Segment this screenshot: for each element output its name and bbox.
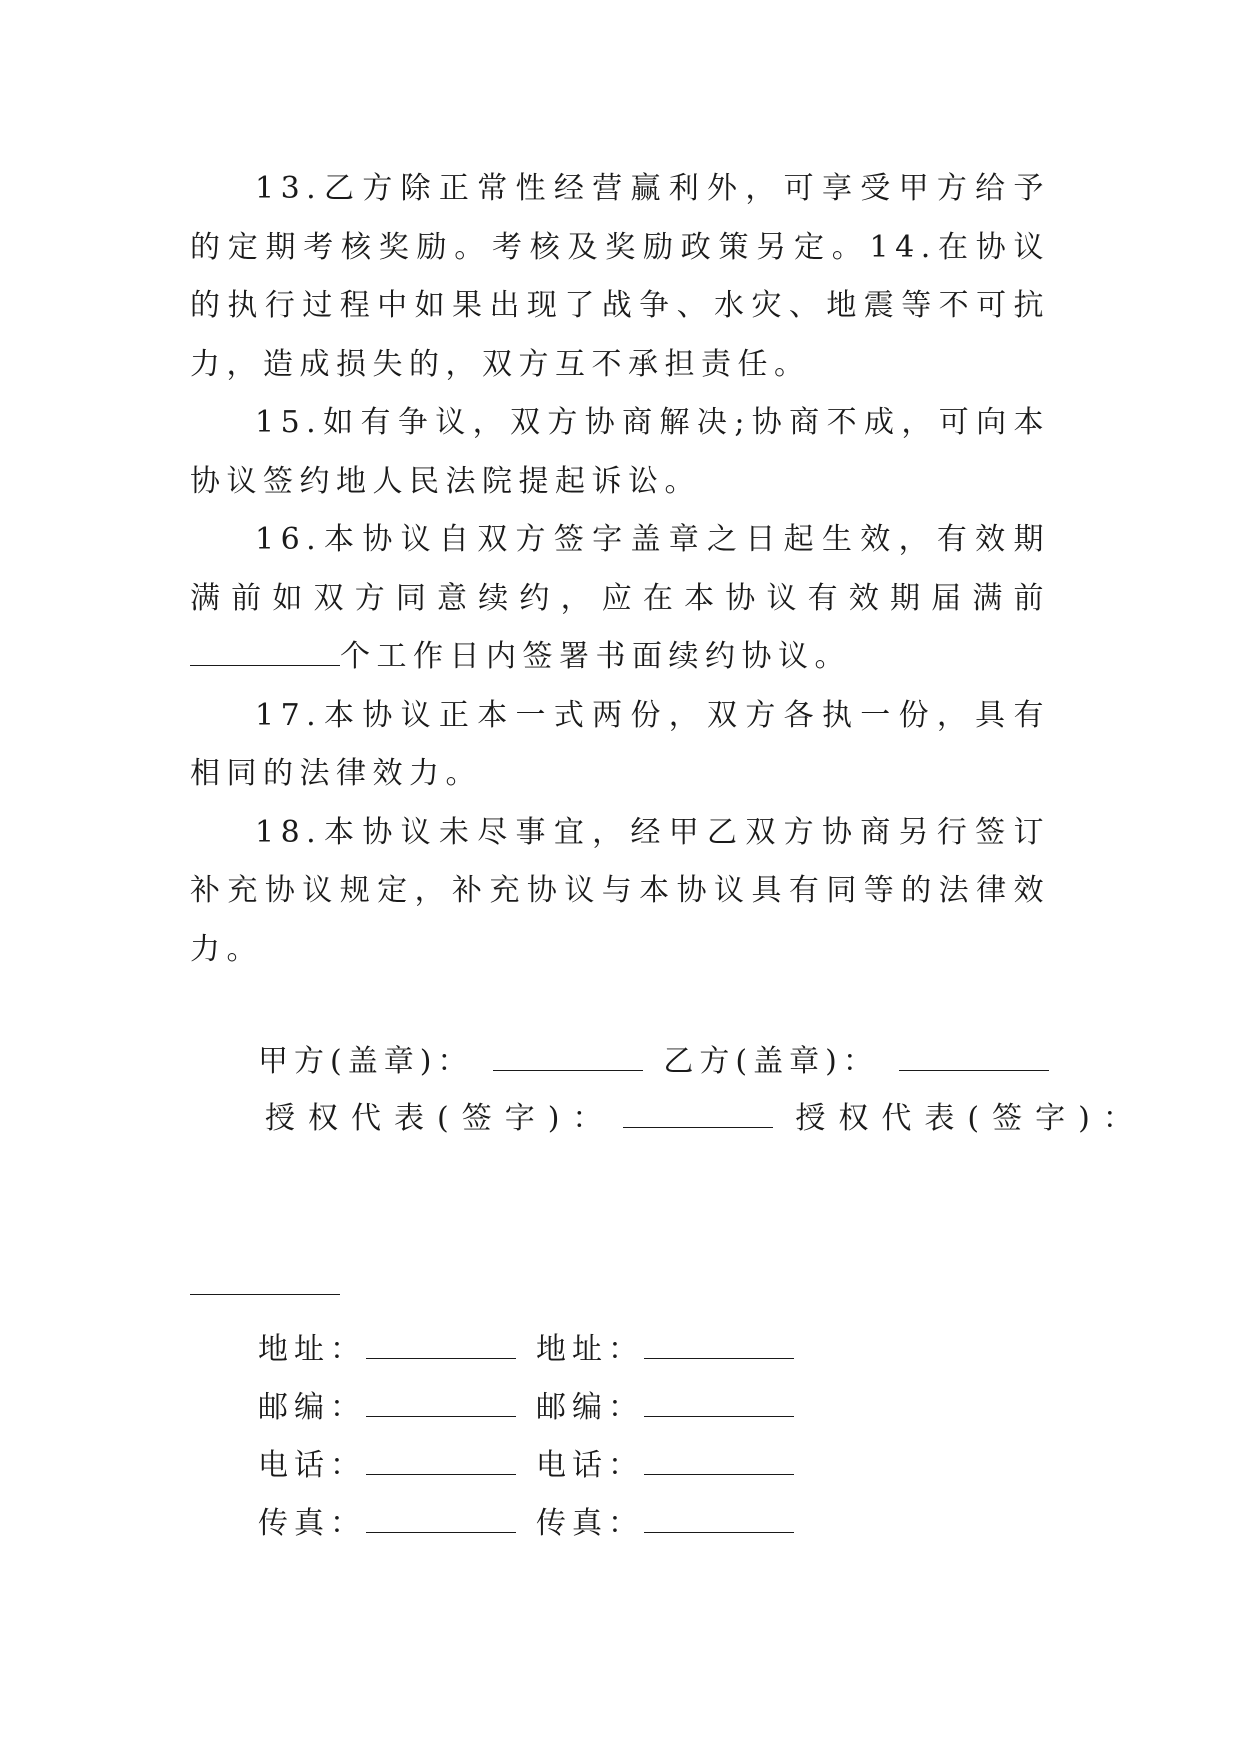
phone-b-label: 电话： [536,1448,644,1483]
clause-13-14: 13.乙方除正常性经营赢利外，可享受甲方给予的定期考核奖励。考核及奖励政策另定。14.在协议的执行过程中如果出现了战争、水灾、地震等不可抗力，造成损失的，双方互不承担责任。 [190,171,1050,382]
party-b-auth-label: 授权代表(签字)： [795,1101,1146,1136]
postcode-a-label: 邮编： [258,1390,366,1425]
address-a-blank [366,1332,516,1359]
agreement-body [190,160,1050,979]
fax-a-blank [366,1506,516,1533]
fax-row [258,1498,794,1542]
fax-a-label: 传真： [258,1506,366,1541]
phone-a-blank [366,1448,516,1475]
address-b-blank [644,1332,794,1359]
renewal-days-blank [190,637,340,666]
postcode-b-label: 邮编： [536,1390,644,1425]
party-b-auth-blank [190,1294,340,1295]
party-a-seal-label: 甲方(盖章)： [258,1044,474,1079]
party-b-seal-label: 乙方(盖章)： [663,1044,879,1079]
address-row [258,1324,794,1368]
clause-16-text-a: 16.本协议自双方签字盖章之日起生效，有效期满前如双方同意续约，应在本协议有效期届满前 [190,522,1050,616]
seal-row [258,1036,1049,1080]
phone-row [258,1440,794,1484]
clause-18: 18.本协议未尽事宜，经甲乙双方协商另行签订补充协议规定，补充协议与本协议具有同等的法律效力。 [190,814,1050,967]
phone-a-label: 电话： [258,1448,366,1483]
clause-16 [190,511,1050,687]
auth-row [265,1093,1146,1137]
fax-b-label: 传真： [536,1506,644,1541]
clause-16-text-b: 个工作日内签署书面续约协议。 [340,639,851,674]
postcode-b-blank [644,1390,794,1417]
clause-15: 15.如有争议，双方协商解决;协商不成，可向本协议签约地人民法院提起诉讼。 [190,405,1050,499]
fax-b-blank [644,1506,794,1533]
postcode-a-blank [366,1390,516,1417]
party-a-auth-blank [623,1101,773,1128]
phone-b-blank [644,1448,794,1475]
clause-17: 17.本协议正本一式两份，双方各执一份，具有相同的法律效力。 [190,697,1050,791]
postcode-row [258,1382,794,1426]
address-a-label: 地址： [258,1332,366,1367]
party-a-auth-label: 授权代表(签字)： [265,1101,616,1136]
party-a-seal-blank [493,1044,643,1071]
address-b-label: 地址： [536,1332,644,1367]
party-b-seal-blank [899,1044,1049,1071]
